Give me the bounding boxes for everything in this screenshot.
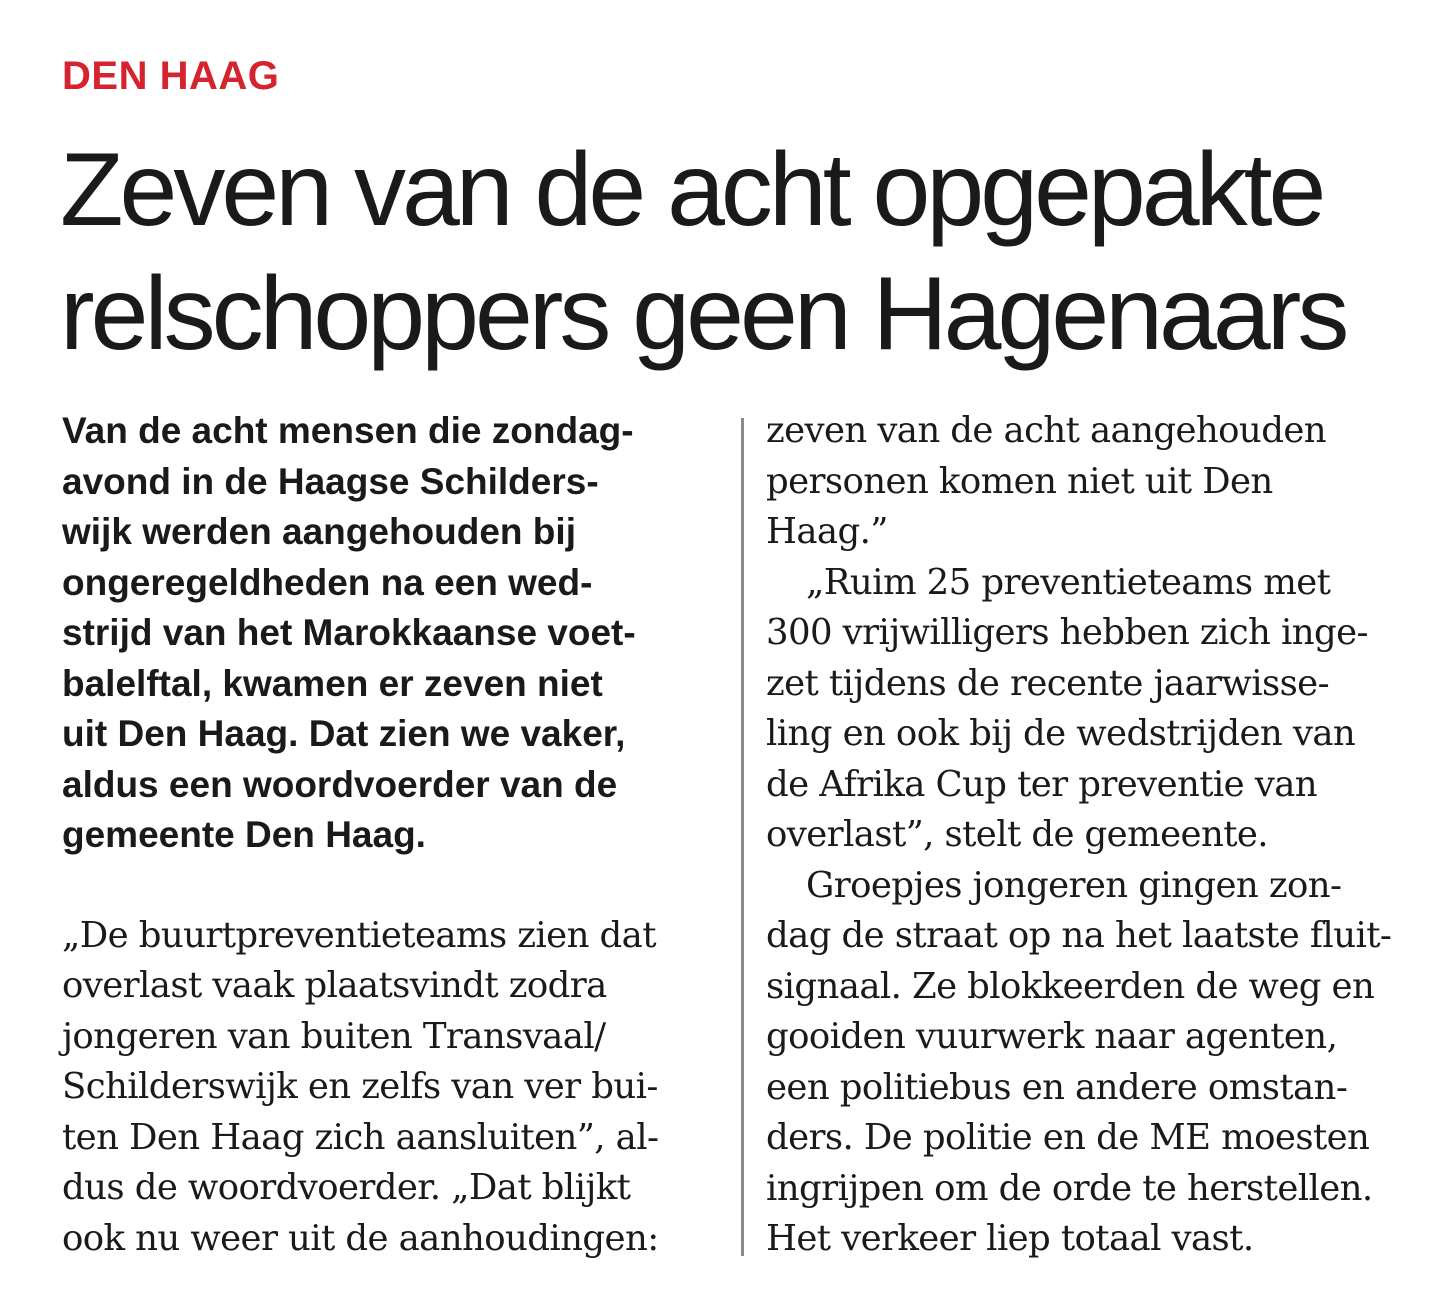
body-line: een politiebus en andere omstan-: [766, 1066, 1348, 1108]
body-paragraph-quote: [62, 911, 722, 1265]
article-headline: [60, 128, 1440, 376]
body-line: overlast”, stelt de gemeente.: [766, 814, 1268, 855]
body-line: signaal. Ze blokkeerden de weg en: [766, 965, 1375, 1007]
body-line: de Afrika Cup ter preventie van: [766, 763, 1318, 805]
body-line: ook nu weer uit de aanhoudingen:: [62, 1217, 659, 1259]
lead-paragraph: [62, 406, 722, 861]
lead-line: strijd van het Marokkaanse voet-: [62, 612, 636, 653]
body-line: zet tijdens de recente jaarwisse-: [766, 662, 1329, 704]
lead-line: ongeregeldheden na een wed-: [62, 561, 593, 603]
body-line: Het verkeer liep totaal vast.: [766, 1218, 1254, 1259]
body-line: overlast vaak plaatsvindt zodra: [62, 965, 607, 1006]
body-line: Haag.”: [766, 511, 888, 552]
body-line: jongeren van buiten Transvaal/: [62, 1015, 606, 1057]
headline-line: Zeven van de acht opgepakte: [60, 132, 1323, 248]
body-line: dus de woordvoerder. „Dat blijkt: [62, 1167, 631, 1208]
headline-line: relschoppers geen Hagenaars: [60, 256, 1346, 372]
body-line: ling en ook bij de wedstrijden van: [766, 713, 1356, 754]
body-line: dag de straat op na het laatste fluit-: [766, 915, 1392, 956]
body-paragraph-continued: [766, 406, 1426, 558]
body-line: Groepjes jongeren gingen zon-: [806, 864, 1342, 906]
body-paragraph-groepjes: [766, 861, 1426, 1265]
column-right: [766, 406, 1426, 1265]
body-line: „Ruim 25 preventieteams met: [806, 561, 1331, 603]
body-line: ten Den Haag zich aansluiten”, al-: [62, 1116, 659, 1158]
lead-line: Van de acht mensen die zondag-: [62, 410, 634, 451]
body-line: ders. De politie en de ME moesten: [766, 1117, 1370, 1158]
body-line: zeven van de acht aangehouden: [766, 410, 1326, 451]
column-left: [62, 406, 722, 1264]
body-line: gooiden vuurwerk naar agenten,: [766, 1016, 1338, 1057]
lead-line: avond in de Haagse Schilders-: [62, 460, 599, 502]
lead-line: balelftal, kwamen er zeven niet: [62, 662, 603, 704]
body-line: 300 vrijwilligers hebben zich inge-: [766, 612, 1368, 653]
body-line: personen komen niet uit Den: [766, 460, 1273, 502]
body-line: ingrijpen om de orde te herstellen.: [766, 1167, 1373, 1209]
column-divider: [741, 418, 744, 1256]
lead-line: aldus een woordvoerder van de: [62, 763, 618, 805]
body-paragraph-preventieteams: [766, 558, 1426, 861]
lead-line: uit Den Haag. Dat zien we vaker,: [62, 713, 626, 754]
body-line: Schilderswijk en zelfs van ver bui-: [62, 1066, 658, 1107]
lead-line: gemeente Den Haag.: [62, 814, 426, 855]
body-line: „De buurtpreventieteams zien dat: [62, 914, 656, 956]
section-kicker: DEN HAAG: [62, 54, 280, 98]
lead-line: wijk werden aangehouden bij: [62, 511, 576, 552]
